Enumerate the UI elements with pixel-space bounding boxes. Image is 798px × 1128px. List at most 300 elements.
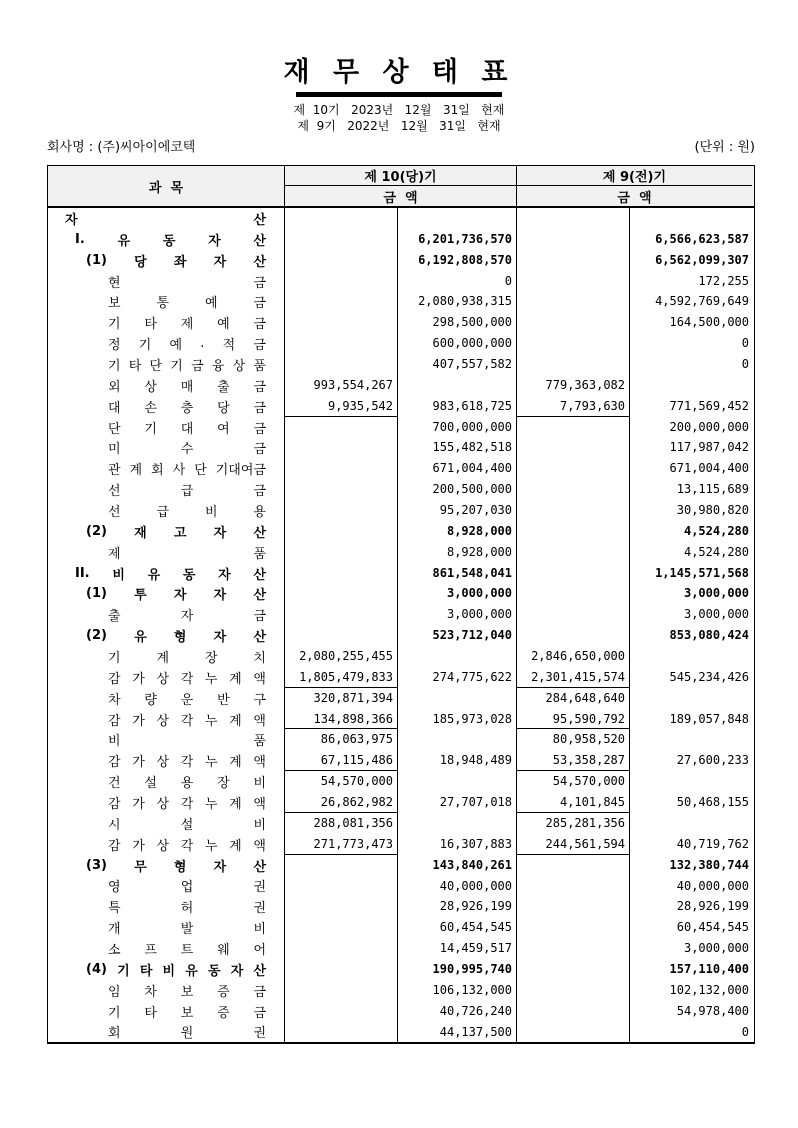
amount-current-total: 983,618,725 — [398, 396, 517, 417]
account-label-word: 반 — [217, 692, 230, 708]
account-label-word: 무 — [134, 859, 147, 875]
amount-prior-total: 40,000,000 — [676, 878, 749, 893]
account-label-word: 타 — [139, 963, 153, 979]
account-label-word: 계 — [156, 650, 170, 666]
account-label-word: 유 — [117, 233, 131, 249]
account-label-word: 금 — [253, 421, 266, 437]
amount-current-sub — [285, 625, 398, 646]
account-label-word: 투 — [134, 588, 147, 604]
account-label-word: 수 — [180, 442, 194, 458]
amount-prior-total: 0 — [741, 1024, 749, 1039]
amount-current-sub: 993,554,267 — [285, 375, 398, 396]
account-label-word: 타 — [144, 1005, 157, 1021]
account-label-word: 치 — [253, 650, 266, 666]
table-row — [48, 208, 754, 229]
account-label-word: 기 — [138, 338, 152, 354]
account-label-word: 출 — [217, 379, 230, 395]
amount-current-total — [398, 813, 517, 834]
table-row — [48, 479, 754, 500]
amount-prior-sub — [517, 583, 630, 604]
account-label-word: 설 — [180, 817, 194, 833]
account-label-word: 발 — [180, 922, 194, 938]
account-label-word: 상 — [156, 755, 170, 771]
account-label-word: 각 — [180, 796, 194, 812]
amount-current-sub — [285, 1022, 398, 1043]
amount-current-sub: 1,805,479,833 — [285, 667, 398, 688]
account-label-word: 관 — [108, 463, 121, 479]
account-label-word: 감 — [108, 838, 121, 854]
account-label — [48, 771, 285, 792]
account-label-word: 단 — [149, 358, 163, 374]
account-label-word: 비 — [162, 963, 176, 979]
amount-current-total — [398, 375, 517, 396]
account-label — [48, 479, 285, 500]
amount-prior-sub — [517, 500, 630, 521]
account-label-word: 차 — [108, 692, 121, 708]
account-label-word: . — [200, 336, 205, 352]
amount-prior-total: 30,980,820 — [676, 503, 749, 518]
amount-current-total: 143,840,261 — [398, 855, 517, 876]
account-label — [48, 688, 285, 709]
account-label-word: 구 — [253, 692, 266, 708]
amount-current-sub — [285, 312, 398, 333]
amount-prior-sub — [517, 563, 630, 584]
account-label-word: 누 — [204, 755, 218, 771]
amount-prior-total: 13,115,689 — [676, 482, 749, 497]
account-label-word: 급 — [156, 504, 170, 520]
amount-current-sub — [285, 855, 398, 876]
account-label-word: 고 — [173, 525, 187, 541]
period-line-prior: 제 9기 2022년 12월 31일 현재 — [297, 119, 501, 133]
account-label-word: (2) — [86, 523, 107, 539]
amount-current-total: 8,928,000 — [398, 521, 517, 542]
account-label-word: 산 — [253, 212, 266, 228]
account-label-word: 동 — [207, 963, 221, 979]
account-label-word: 감 — [108, 713, 121, 729]
amount-prior-sub — [517, 521, 630, 542]
amount-current-sub — [285, 271, 398, 292]
amount-prior-total: 157,110,400 — [669, 961, 749, 976]
account-label-word: 권 — [253, 1026, 266, 1042]
account-label — [48, 354, 285, 375]
account-label-word: 여 — [217, 421, 230, 437]
amount-current-sub — [285, 229, 398, 250]
amount-current-total — [398, 688, 517, 709]
header-current-period: 제 10(당)기 — [285, 166, 517, 186]
account-label-word: 선 — [108, 504, 121, 520]
account-label-word: 예 — [169, 338, 183, 354]
account-label-word: 금 — [253, 984, 266, 1000]
amount-prior-sub — [517, 625, 630, 646]
account-label-word: 동 — [182, 567, 196, 583]
amount-current-total: 523,712,040 — [398, 625, 517, 646]
account-label-word: 동 — [162, 233, 176, 249]
table-row — [48, 771, 754, 792]
account-label-word: 선 — [108, 484, 121, 500]
account-label — [48, 959, 285, 980]
account-label-word: 충 — [180, 400, 194, 416]
amount-current-sub — [285, 479, 398, 500]
account-label-word: 개 — [108, 922, 121, 938]
table-row — [48, 417, 754, 438]
account-label-word: 산 — [253, 963, 266, 979]
amount-prior-total: 771,569,452 — [669, 398, 749, 413]
account-label-word: I. — [75, 231, 85, 247]
account-label — [48, 583, 285, 604]
amount-current-sub — [285, 291, 398, 312]
account-label-word: 기 — [144, 421, 157, 437]
amount-current-total: 40,000,000 — [398, 876, 517, 897]
account-label-word: 외 — [108, 379, 121, 395]
account-label — [48, 291, 285, 312]
amount-current-sub — [285, 542, 398, 563]
title-underline — [296, 92, 502, 97]
table-row — [48, 688, 754, 709]
account-label-word: 유 — [134, 630, 147, 646]
account-label-word: 비 — [253, 817, 266, 833]
amount-current-total: 6,192,808,570 — [398, 250, 517, 271]
account-label-word: 유 — [185, 963, 198, 979]
account-label-word: 증 — [217, 984, 230, 1000]
account-label-word: 상 — [156, 796, 170, 812]
account-label-word: 산 — [253, 233, 266, 249]
account-label-word: (4) — [86, 961, 107, 977]
amount-current-sub — [285, 208, 398, 229]
account-label-word: 기 — [170, 358, 183, 374]
table-row — [48, 1022, 754, 1043]
amount-current-total: 190,995,740 — [398, 959, 517, 980]
account-label-word: 기 — [108, 650, 121, 666]
balance-sheet-table — [47, 165, 755, 1044]
account-label-word: 자 — [173, 588, 187, 604]
table-row — [48, 354, 754, 375]
page-title: 재 무 상 태 표 — [283, 57, 515, 88]
account-label — [48, 604, 285, 625]
account-label-word: 회 — [151, 463, 164, 479]
table-row — [48, 563, 754, 584]
amount-prior-sub: 54,570,000 — [517, 771, 630, 792]
account-label-word: 업 — [180, 880, 194, 896]
amount-current-sub: 134,898,366 — [285, 709, 398, 730]
amount-current-total: 298,500,000 — [398, 312, 517, 333]
amount-current-total: 0 — [398, 271, 517, 292]
amount-current-sub: 2,080,255,455 — [285, 646, 398, 667]
account-label-word: 금 — [253, 400, 266, 416]
account-label-word: 감 — [108, 755, 121, 771]
amount-prior-sub — [517, 458, 630, 479]
account-label-word: (3) — [86, 857, 107, 873]
amount-current-total — [398, 646, 517, 667]
table-row — [48, 729, 754, 750]
account-label-word: 산 — [253, 525, 266, 541]
amount-current-total: 44,137,500 — [398, 1022, 517, 1043]
amount-prior-total: 545,234,426 — [669, 669, 749, 684]
account-label — [48, 917, 285, 938]
table-row — [48, 938, 754, 959]
amount-prior-total: 0 — [741, 357, 749, 372]
account-label-word: 액 — [253, 796, 266, 812]
account-label-word: 단 — [108, 421, 121, 437]
account-label — [48, 750, 285, 771]
amount-current-total — [398, 729, 517, 750]
amount-prior-total: 189,057,848 — [669, 711, 749, 726]
amount-current-sub: 9,935,542 — [285, 396, 398, 417]
account-label-word: 가 — [132, 713, 145, 729]
amount-prior-sub — [517, 1001, 630, 1022]
table-row — [48, 667, 754, 688]
account-label-word: 좌 — [173, 254, 187, 270]
account-label — [48, 229, 285, 250]
period-block — [0, 102, 798, 134]
amount-current-total: 155,482,518 — [398, 437, 517, 458]
account-label — [48, 896, 285, 917]
table-row — [48, 250, 754, 271]
account-label — [48, 437, 285, 458]
amount-prior-sub — [517, 312, 630, 333]
account-label — [48, 938, 285, 959]
account-label-word: 계 — [129, 463, 143, 479]
account-label-word: 현 — [108, 275, 121, 291]
account-label-word: 산 — [253, 859, 266, 875]
amount-current-sub — [285, 417, 398, 438]
account-label-word: 자 — [65, 212, 78, 228]
amount-current-sub — [285, 250, 398, 271]
table-row — [48, 458, 754, 479]
account-label-word: (2) — [86, 628, 107, 644]
account-label-word: 각 — [180, 755, 194, 771]
amount-current-total: 3,000,000 — [398, 583, 517, 604]
account-label — [48, 709, 285, 730]
account-label-word: 상 — [144, 379, 157, 395]
account-label-word: 형 — [173, 630, 187, 646]
table-row — [48, 980, 754, 1001]
table-row — [48, 375, 754, 396]
amount-prior-total: 132,380,744 — [669, 857, 749, 872]
amount-current-sub — [285, 437, 398, 458]
account-label-word: 설 — [144, 776, 157, 792]
account-label — [48, 1022, 285, 1043]
amount-prior-sub — [517, 896, 630, 917]
table-row — [48, 312, 754, 333]
account-label-word: 금 — [253, 296, 266, 312]
table-row — [48, 229, 754, 250]
account-label-word: (1) — [86, 252, 107, 268]
account-label — [48, 1001, 285, 1022]
account-label-word: 기 — [108, 317, 121, 333]
amount-prior-sub: 779,363,082 — [517, 375, 630, 396]
account-label-word: 보 — [180, 1005, 194, 1021]
account-label-word: 트 — [180, 943, 194, 958]
table-row — [48, 1001, 754, 1022]
account-label-word: 금 — [253, 338, 266, 354]
amount-prior-total: 0 — [741, 336, 749, 351]
amount-prior-total: 60,454,545 — [676, 920, 749, 935]
amount-current-sub — [285, 458, 398, 479]
amount-prior-total: 4,592,769,649 — [655, 294, 749, 309]
account-label-word: 제 — [180, 317, 194, 333]
account-label-word: 자 — [213, 525, 227, 541]
account-label-word: 금 — [253, 442, 266, 458]
account-label-word: 특 — [108, 901, 121, 917]
amount-prior-total: 102,132,000 — [669, 982, 749, 997]
amount-prior-total: 50,468,155 — [676, 795, 749, 810]
account-label-word: 융 — [211, 358, 225, 374]
account-label — [48, 396, 285, 417]
account-label-word: (1) — [86, 586, 107, 602]
account-label-word: 재 — [134, 525, 147, 541]
period-line-current: 제 10기 2023년 12월 31일 현재 — [293, 103, 505, 117]
account-label-word: 기대여금 — [215, 463, 266, 479]
table-row — [48, 959, 754, 980]
account-label-word: 가 — [132, 796, 145, 812]
account-label-word: 품 — [253, 358, 266, 374]
account-label-word: 금 — [253, 1005, 266, 1021]
amount-prior-sub: 2,301,415,574 — [517, 667, 630, 688]
account-label — [48, 876, 285, 897]
amount-prior-total: 671,004,400 — [669, 461, 749, 476]
table-row — [48, 291, 754, 312]
amount-current-sub — [285, 354, 398, 375]
account-label-word: 계 — [229, 838, 242, 854]
account-label-word: 대 — [108, 400, 121, 416]
amount-prior-sub — [517, 229, 630, 250]
account-label-word: 시 — [108, 817, 121, 833]
amount-prior-sub — [517, 250, 630, 271]
amount-prior-sub: 285,281,356 — [517, 813, 630, 834]
table-row — [48, 396, 754, 417]
amount-prior-total — [630, 208, 753, 229]
amount-current-total — [398, 208, 517, 229]
table-row — [48, 646, 754, 667]
amount-prior-total: 117,987,042 — [669, 440, 749, 455]
amount-prior-total: 3,000,000 — [683, 586, 749, 601]
amount-prior-total — [630, 646, 753, 667]
amount-prior-sub — [517, 271, 630, 292]
account-label-word: 가 — [132, 838, 145, 854]
account-label-word: 액 — [253, 713, 266, 729]
amount-prior-total: 1,145,571,568 — [655, 565, 749, 580]
table-row — [48, 876, 754, 897]
amount-current-total: 2,080,938,315 — [398, 291, 517, 312]
amount-current-total: 8,928,000 — [398, 542, 517, 563]
account-label-word: 계 — [229, 796, 242, 812]
table-row — [48, 834, 754, 855]
table-row — [48, 583, 754, 604]
amount-prior-total: 172,255 — [698, 273, 749, 288]
table-header — [47, 165, 755, 208]
account-label-word: 타 — [144, 317, 157, 333]
account-label-word: 각 — [180, 671, 194, 687]
amount-prior-total: 27,600,233 — [676, 753, 749, 768]
table-row — [48, 333, 754, 354]
account-label — [48, 312, 285, 333]
account-label-word: 품 — [253, 546, 266, 562]
account-label-word: 웨 — [217, 943, 230, 958]
account-label — [48, 542, 285, 563]
account-label-word: 장 — [204, 650, 218, 666]
table-body — [47, 208, 755, 1044]
amount-current-sub — [285, 333, 398, 354]
amount-prior-sub — [517, 354, 630, 375]
amount-prior-sub: 95,590,792 — [517, 709, 630, 730]
amount-current-total: 95,207,030 — [398, 500, 517, 521]
amount-current-total: 18,948,489 — [398, 750, 517, 771]
account-label-word: 자 — [213, 630, 227, 646]
account-label-word: 정 — [108, 338, 121, 354]
account-label-word: 자 — [230, 963, 244, 979]
account-label-word: 허 — [180, 901, 194, 917]
account-label-word: 보 — [108, 296, 121, 312]
account-label-word: 금 — [191, 358, 204, 374]
account-label-word: 기 — [108, 358, 121, 374]
amount-prior-sub — [517, 208, 630, 229]
amount-current-total: 16,307,883 — [398, 834, 517, 855]
table-row — [48, 542, 754, 563]
amount-prior-total — [630, 813, 753, 834]
account-label-word: 단 — [194, 463, 207, 479]
amount-prior-sub: 53,358,287 — [517, 750, 630, 771]
account-label-word: 자 — [213, 859, 227, 875]
amount-prior-sub: 284,648,640 — [517, 688, 630, 709]
amount-current-sub — [285, 583, 398, 604]
amount-current-total: 40,726,240 — [398, 1001, 517, 1022]
account-label-word: 대 — [180, 421, 194, 437]
account-label-word: 누 — [204, 671, 218, 687]
amount-prior-sub — [517, 542, 630, 563]
account-label-word: 자 — [180, 609, 194, 625]
amount-current-sub — [285, 959, 398, 980]
amount-current-sub — [285, 876, 398, 897]
account-label-word: 타 — [128, 358, 142, 374]
amount-prior-total: 6,562,099,307 — [655, 252, 749, 267]
account-label — [48, 646, 285, 667]
account-label-word: 기 — [117, 963, 130, 979]
account-label — [48, 208, 285, 229]
table-row — [48, 896, 754, 917]
account-label-word: 예 — [204, 296, 218, 312]
account-label-word: 감 — [108, 671, 121, 687]
amount-current-sub — [285, 896, 398, 917]
account-label-word: 산 — [253, 567, 266, 583]
account-label-word: 자 — [213, 588, 227, 604]
account-label — [48, 250, 285, 271]
account-label-word: 비 — [108, 734, 121, 750]
account-label-word: 당 — [217, 400, 230, 416]
account-label-word: 금 — [253, 379, 266, 395]
header-amount-prior: 금 액 — [617, 190, 652, 206]
amount-prior-sub — [517, 604, 630, 625]
company-name: 회사명 : (주)씨아이에코텍 — [47, 140, 196, 155]
amount-current-sub — [285, 604, 398, 625]
account-label-word: 건 — [108, 776, 121, 792]
amount-prior-sub — [517, 333, 630, 354]
amount-prior-total: 200,000,000 — [669, 419, 749, 434]
account-label-word: 미 — [108, 442, 121, 458]
amount-current-total: 185,973,028 — [398, 709, 517, 730]
account-label-word: 형 — [173, 859, 187, 875]
table-row — [48, 625, 754, 646]
account-label — [48, 813, 285, 834]
account-label-word: 액 — [253, 671, 266, 687]
amount-current-total: 3,000,000 — [398, 604, 517, 625]
amount-prior-total: 4,524,280 — [683, 544, 749, 559]
account-label-word: 가 — [132, 671, 145, 687]
amount-current-total: 700,000,000 — [398, 417, 517, 438]
account-label — [48, 625, 285, 646]
amount-current-sub: 26,862,982 — [285, 792, 398, 813]
account-label-word: 비 — [253, 922, 266, 938]
amount-current-total: 14,459,517 — [398, 938, 517, 959]
